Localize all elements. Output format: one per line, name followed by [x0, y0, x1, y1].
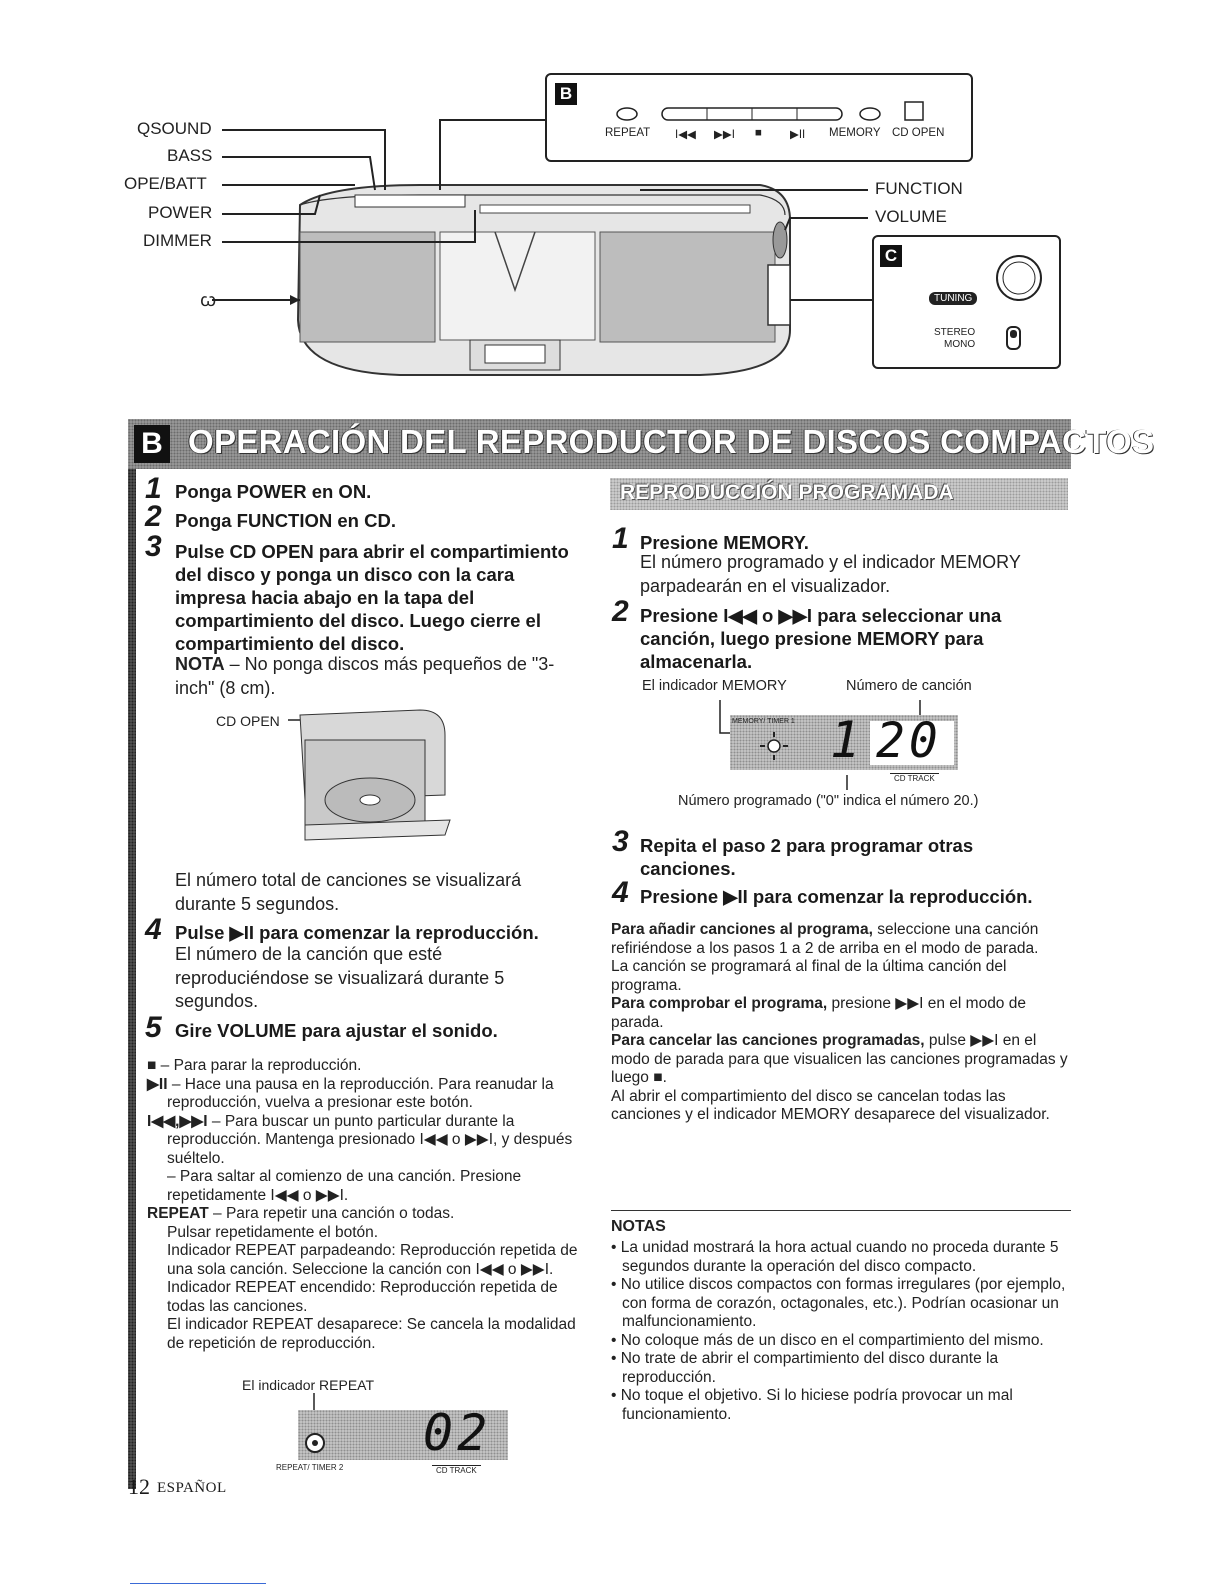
- nota-label: NOTA: [175, 654, 225, 674]
- bottom-link-line: [130, 1583, 266, 1584]
- tuning-label: TUNING: [929, 292, 977, 305]
- step-text: El número programado y el indicador MEMORY parpadearán en el visualizador.: [640, 552, 1021, 596]
- panel-c-letter: C: [880, 245, 902, 267]
- step-number: 3: [145, 530, 162, 563]
- op-text: – Para repetir una canción o todas.: [208, 1205, 455, 1222]
- btn-memory-label: MEMORY: [829, 127, 881, 139]
- paragraph-text: Al abrir el compartimiento del disco se cancelan todas las canciones y el indicador MEMORY desaparece del visualizador.: [611, 1087, 1050, 1123]
- step-title: Gire VOLUME para ajustar el sonido.: [175, 1020, 498, 1041]
- step-number: 4: [145, 913, 162, 946]
- nota-item: • No coloque más de un disco en el compartimiento del mismo.: [611, 1331, 1044, 1349]
- op-text: – Para buscar un punto particular durante la reproducción. Mantenga presionado I◀◀ o ▶▶I, y después suéltelo.: [167, 1112, 573, 1167]
- sub-banner-title: REPRODUCCIÓN PROGRAMADA: [620, 481, 954, 504]
- stereo-label: STEREO: [934, 327, 976, 338]
- label-power: POWER: [148, 203, 213, 222]
- memory-timer-label: MEMORY/ TIMER 1: [732, 718, 795, 725]
- paragraph-text: La canción se programará al final de la última canción del programa.: [611, 958, 1007, 994]
- btn-stop-label: ■: [755, 127, 762, 139]
- paragraph: [611, 1088, 1071, 1125]
- paragraph-bold: Para cancelar las canciones programadas,: [611, 1032, 925, 1049]
- step-number: 2: [145, 500, 162, 533]
- btn-cd-open-label: CD OPEN: [892, 127, 945, 139]
- memory-indicator-icon: [758, 730, 790, 762]
- op-key: I◀◀,▶▶I: [147, 1112, 208, 1130]
- repeat-display: [298, 1404, 508, 1462]
- nota-item: • La unidad mostrará la hora actual cuando no proceda durante 5 segundos durante la operación del disco compacto.: [611, 1239, 1059, 1275]
- stereo-mono-switch-icon: [1004, 325, 1024, 353]
- step-text: Pulse CD OPEN para abrir el compartimiento del disco y ponga un disco con la cara impresa hacia abajo en la tapa del compartimiento del disco. Luego cierre el compartimiento del disco.: [175, 541, 569, 654]
- page-number: 12: [128, 1474, 150, 1499]
- step-number: 3: [612, 825, 629, 858]
- paragraph-text: pulse ▶▶I en el modo de parada para que visualicen las canciones programadas y luego ■.: [611, 1032, 1068, 1086]
- nota: [175, 653, 575, 700]
- repeat-timer-label: REPEAT/ TIMER 2: [276, 1463, 344, 1472]
- label-volume: VOLUME: [875, 207, 947, 226]
- step-number: 2: [612, 595, 629, 628]
- memory-indicator-label: El indicador MEMORY: [642, 678, 787, 694]
- program-paragraphs: [611, 921, 1071, 1125]
- panel-b-letter: B: [555, 83, 577, 105]
- cd-open-fig-label: CD OPEN: [216, 713, 280, 729]
- step-title: Presione MEMORY.: [640, 532, 809, 553]
- label-function: FUNCTION: [875, 179, 963, 198]
- step-text: Ponga FUNCTION en CD.: [175, 510, 396, 531]
- paragraph: [611, 958, 1071, 995]
- headphone-icon: ꞷ: [200, 290, 217, 310]
- song-number-digits: 20: [876, 713, 942, 769]
- label-dimmer: DIMMER: [143, 231, 212, 250]
- cd-track-label: CD TRACK: [432, 1465, 481, 1475]
- paragraph-bold: Para añadir canciones al programa,: [611, 921, 873, 938]
- notas-list: [611, 1239, 1066, 1424]
- paragraph-bold: Para comprobar el programa,: [611, 995, 828, 1012]
- btn-prev-label: I◀◀: [675, 129, 696, 141]
- page-language: ESPAÑOL: [157, 1480, 227, 1496]
- btn-repeat-label: REPEAT: [605, 127, 651, 139]
- section-letter: B: [134, 425, 170, 463]
- step-title: Pulse ▶II para comenzar la reproducción.: [175, 922, 539, 943]
- label-ope-batt: OPE/BATT: [124, 174, 207, 193]
- step-number: 1: [612, 522, 629, 555]
- nota-item: • No toque el objetivo. Si lo hiciese podría provocar un mal funcionamiento.: [611, 1387, 1013, 1423]
- label-bass: BASS: [167, 146, 213, 165]
- step-title: Repita el paso 2 para programar otras canciones.: [640, 835, 974, 879]
- step-title: Presione ▶II para comenzar la reproducción.: [640, 886, 1033, 907]
- ops-list: [147, 1057, 587, 1353]
- paragraph: [611, 921, 1071, 958]
- op-repeat: [147, 1205, 587, 1224]
- repeat-detail: El indicador REPEAT desaparece: Se cancela la modalidad de repetición de reproducción.: [167, 1316, 576, 1352]
- op-key: REPEAT: [147, 1205, 209, 1222]
- panel-b-buttons-graphic: [607, 100, 947, 128]
- op-stop: [147, 1057, 587, 1076]
- step-number: 4: [612, 876, 629, 909]
- program-number-digit: 1: [830, 711, 861, 769]
- step-number: 1: [145, 472, 162, 505]
- section-banner: [128, 419, 1155, 469]
- op-pause: [147, 1076, 587, 1113]
- op-key: ■: [147, 1057, 157, 1074]
- op-text: – Para saltar al comienzo de una canción. Presione repetidamente I◀◀ o ▶▶I.: [167, 1168, 522, 1204]
- program-number-label: Número programado ("0" indica el número 20.): [678, 793, 979, 809]
- section-title: OPERACIÓN DEL REPRODUCTOR DE DISCOS COMPACTOS: [188, 423, 1155, 460]
- nota-item: • No utilice discos compactos con formas irregulares (por ejemplo, con forma de corazón, octagonales, etc.). Podrían ocasionar un malfuncionamiento.: [611, 1276, 1066, 1330]
- cd-track-label: CD TRACK: [890, 773, 939, 783]
- step-text: El número de la canción que esté reproduciéndose se visualizará durante 5 segundos.: [175, 944, 505, 1011]
- panel-b: [545, 73, 973, 162]
- op-text: – Para parar la reproducción.: [156, 1057, 362, 1074]
- repeat-indicator-icon: [304, 1432, 326, 1454]
- repeat-details: [147, 1224, 587, 1354]
- song-number-label: Número de canción: [846, 678, 972, 694]
- op-skip: [147, 1168, 587, 1205]
- step-text: Ponga POWER en ON.: [175, 481, 372, 502]
- repeat-detail: Pulsar repetidamente el botón.: [167, 1223, 379, 1241]
- op-text: – Hace una pausa en la reproducción. Para reanudar la reproducción, vuelva a presionar este botón.: [167, 1075, 554, 1111]
- sub-banner: [610, 478, 1068, 510]
- tuning-knob-icon: [964, 245, 1054, 315]
- section-sidebar: [128, 469, 136, 1489]
- song-number-box: [870, 713, 954, 769]
- notas-title: NOTAS: [611, 1218, 666, 1235]
- op-search: [147, 1113, 587, 1169]
- btn-play-pause-label: ▶II: [790, 129, 806, 141]
- program-display: [730, 711, 958, 770]
- step-title: Presione I◀◀ o ▶▶I para seleccionar una canción, luego presione MEMORY para almacenarla.: [640, 605, 1002, 672]
- label-qsound: QSOUND: [137, 119, 212, 138]
- step-number: 5: [145, 1011, 162, 1044]
- nota-text: – No ponga discos más pequeños de "3-inch" (8 cm).: [175, 654, 555, 698]
- panel-c: [872, 235, 1061, 369]
- paragraph-text: presione ▶▶I en el modo de parada.: [611, 995, 1026, 1031]
- repeat-display-digits: 02: [423, 1404, 492, 1462]
- repeat-indicator-label: El indicador REPEAT: [242, 1377, 375, 1393]
- mono-label: MONO: [944, 339, 976, 350]
- total-songs-text: El número total de canciones se visualizará durante 5 segundos.: [175, 870, 522, 914]
- paragraph: [611, 1032, 1071, 1088]
- repeat-detail: Indicador REPEAT parpadeando: Reproducción repetida de una sola canción. Seleccione la canción con I◀◀ o ▶▶I.: [167, 1242, 578, 1278]
- repeat-detail: Indicador REPEAT encendido: Reproducción repetida de todas las canciones.: [167, 1279, 558, 1315]
- cd-open-illustration: [280, 695, 460, 845]
- paragraph: [611, 995, 1071, 1032]
- notas-divider: [611, 1210, 1071, 1211]
- paragraph-text: seleccione una canción refiriéndose a los pasos 1 a 2 de arriba en el modo de parada.: [611, 921, 1039, 957]
- btn-next-label: ▶▶I: [714, 129, 735, 141]
- op-key: ▶II: [147, 1075, 168, 1093]
- nota-item: • No trate de abrir el compartimiento del disco durante la reproducción.: [611, 1350, 999, 1386]
